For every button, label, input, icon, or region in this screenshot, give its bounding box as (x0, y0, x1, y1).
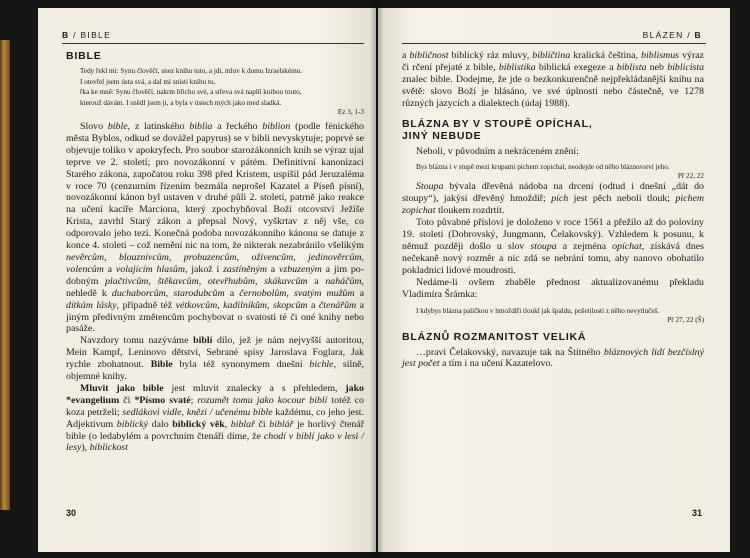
italic-term: pichem zopichat (402, 193, 704, 217)
quote-source: Př 27, 22 (Š) (667, 315, 704, 324)
text-run: a (402, 50, 410, 61)
bold-term: Mluvit jako bible (80, 382, 164, 394)
text-run: výraz či rčení přejaté z bible, (402, 50, 705, 73)
italic-term: biblický (116, 418, 149, 430)
text-run: a řeckého (212, 121, 263, 132)
epigraph (66, 66, 364, 117)
italic-term: nevěrcům, blouznivcům, probuzencům, oživencům, jedinověrcům, volencům (66, 251, 364, 275)
text-run: , z latinského (127, 121, 190, 132)
paragraph (402, 181, 704, 217)
text-run: , získává dnes nečekaně nový rozměr a nic zdá se nebrání tomu, aby nanovo obohatilo pokladnici lidové moudrosti. (402, 240, 704, 276)
italic-term: vzbuzeným (279, 263, 322, 275)
entry-heading-blazna (402, 118, 704, 142)
page-number-right: 31 (691, 508, 702, 518)
text-run: a tím i na učení Kazatelovo. (439, 358, 553, 370)
text-run: a (224, 287, 240, 299)
entry-heading-blaznu: BLÁZNŮ ROZMANITOST VELIKÁ (402, 330, 587, 343)
italic-term: stoupa (530, 240, 557, 252)
epigraph-line: řka ke mně: Synu člověčí, nakrm břicho své, a střeva svá naplň knihou touto, (80, 88, 302, 96)
text-run: , jakož i (185, 263, 224, 275)
right-page (378, 8, 730, 552)
italic-term: čtenářům (318, 299, 357, 311)
quote: I kdybys blázna paličkou v hmoždíři tloukl jak špaldu, pošetilosti z něho nevytlučeš. (416, 306, 660, 315)
bold-term: *Písmo svaté (134, 394, 191, 406)
quote-source: Př 22, 22 (677, 172, 704, 181)
left-column (66, 50, 364, 454)
text-run: , případně též (116, 299, 176, 311)
text-run: a (266, 263, 280, 275)
text-run: Toto půvabné přísloví je doloženo v roce 1561 a přežilo až do poloviny 19. století (Dobrovský, Jungmann, Čelakovský). Vzhledem k posunu, k němuž později došlo u slov (402, 217, 704, 252)
running-head-word: BLÁZEN (642, 30, 684, 40)
italic-term: bibličnost (409, 50, 449, 61)
italic-term: biblismus (641, 50, 679, 61)
right-running-head (643, 30, 702, 40)
text-run: dalo (148, 418, 173, 430)
bold-term: biblí (193, 335, 213, 347)
text-run: a jiným předivným změtencům pochybovat o svatosti té či oné knihy nebo pasáže. (66, 299, 364, 335)
italic-term: duchaborcům, starodubcům (111, 287, 225, 299)
entry-heading-bible: BIBLE (66, 50, 102, 62)
paragraph (402, 347, 704, 371)
italic-term: Stoupa (416, 181, 444, 193)
text-run: , silně, objemné knihy. (66, 359, 364, 383)
italic-term: biblista (616, 61, 647, 73)
text-run: totéž co koza petrželi; (66, 394, 364, 418)
italic-term: sedlákovi vidle, knězi / učenému bible (122, 406, 273, 418)
bold-term: jako *evangelium (66, 382, 364, 406)
running-head-letter: B (694, 30, 702, 40)
paragraph (66, 335, 364, 383)
italic-term: volajícím hlasům (115, 263, 185, 275)
italic-term: bible (107, 121, 128, 132)
text-run: (podle fénického města Byblos, odkud se dovážel papyrus) se v bibli nevyskytuje; poprvé se objevuje toliko v apokryfech. Pro soubor starozákonních knih se výraz ujal teprve ve 2. století; pro novozákonní v pátém. Definitivní kanonizaci Starého zákona, započatou roku 398 před Kristem, uspíšil pád Jeruzaléma v roce 70 (cenzurním řízením bezmála neprošel Kazatel a Píseň písní), novozákonní kánon byl ustaven v druhé půli 2. století, patrně jako reakce na učení kacíře Marciona, který zpochybňoval Boží otcovství Ježíše Krista, zavrhl Starý zákon a přepsal Nový, vyškrtav z něj vše, co odporovalo jeho tezi. Konečná podoba novozákonního kánonu se datuje z konce 4. století – což nemění nic na tom, že nikterak nezabránilo všelikým (66, 121, 364, 252)
epigraph-line: I otevřel jsem ústa svá, a dal mi snísti knihu tu, (80, 77, 216, 86)
page-number-left: 30 (66, 508, 77, 518)
text-run: kralická čeština, (570, 50, 642, 61)
text-run: tloukem rozdrtit. (435, 205, 505, 217)
text-run: a (354, 287, 365, 299)
italic-term: biblicista (667, 61, 705, 73)
text-run: a (307, 299, 319, 311)
epigraph-line: kterouž dávám. I snědl jsem ji, a byla v ústech mých jako med sladká. (80, 98, 282, 107)
text-run: každému, co jeho jest. Adjektivum (66, 406, 365, 430)
heading-line: JINÝ NEBUDE (402, 129, 482, 142)
book-spine (370, 0, 384, 558)
running-head-word: BIBLE (80, 30, 112, 40)
book-edge (0, 40, 10, 510)
text-run: a zejména (556, 240, 613, 252)
italic-term: naháčům (325, 275, 362, 287)
italic-term: černobolům, svatým mužům (239, 287, 355, 299)
text-run: je horlivý čtenář bible (o ledabylém a povrchním čtenáři díme, že (66, 418, 364, 442)
right-head-rule (402, 43, 706, 44)
italic-term: bichle (309, 359, 334, 371)
quote: Bys blázna i v stupě mezi krupami pichem zopichal, neodejde od něho bláznovství jeho. (416, 163, 670, 172)
bold-term: biblický věk (172, 418, 225, 430)
italic-term: biblia (189, 121, 213, 132)
text-run: a (103, 263, 116, 275)
text-run: znalec bible. Dodejme, že jde o bezkonkurenčně nejpřekládanější knihu na světě: slovo Boží je hlásáno, ve své úplnosti nebo částečně, ve 1278 různých jazycích a dialektech (údaj 1988). (402, 73, 704, 109)
paragraph: Neboli, v původním a nekráceném znění: (416, 145, 579, 157)
italic-term: biblíčtina (532, 50, 571, 61)
epigraph-line: Tedy řekl mi: Synu člověčí, snez knihu tuto, a jdi, mluv k domu Izraelskému. (80, 67, 303, 75)
text-run: a (307, 275, 326, 287)
bold-term: Bible (150, 359, 173, 371)
running-head-sep: / (69, 30, 81, 40)
italic-term: biblistika (498, 61, 536, 73)
text-run: neb (646, 61, 668, 73)
text-run: byla též synonymem dnešní (172, 359, 310, 371)
text-run: a jim podobným (66, 263, 364, 287)
left-page (38, 8, 376, 552)
italic-term: zastíněným (223, 263, 267, 275)
right-column (402, 50, 704, 370)
italic-term: bláznových lidí bezčíslný jest počet (402, 346, 704, 370)
paragraph (66, 383, 364, 454)
italic-term: biblickost (89, 442, 128, 454)
italic-term: biblář (269, 418, 294, 430)
italic-term: opíchat (612, 240, 642, 252)
italic-term: plačtivcům, štěkavcům, otevřhubům, skákavcům (105, 275, 308, 287)
text-run: jest pěch neboli tlouk; (568, 193, 676, 205)
italic-term: vétkovcům, kadilníkům, skopcům (175, 299, 308, 311)
running-head-letter: B (62, 30, 70, 40)
paragraph: Nedáme-li ovšem zbaběle přednost aktualizovanému překladu Vladimíra Šrámka: (402, 276, 704, 300)
heading-line: BLÁZNA BY V STOUPĚ OPÍCHAL, (402, 117, 593, 130)
italic-term: dítkám lásky (66, 299, 117, 311)
text-run: biblická exegeze a (535, 61, 617, 73)
text-run: Navzdory tomu nazýváme (80, 335, 194, 347)
text-run: …pravi Čelakovský, navazuje tak na Štítného (416, 346, 604, 358)
italic-term: chodí v biblí jako v lesi / lesy (66, 430, 364, 454)
text-run: či (119, 394, 135, 406)
italic-term: rozumět tomu jako kocour biblí (197, 394, 328, 406)
text-run: bývala dřevěná nádoba na drcení (odtud i dnešní „dát do stoupy“), jakýsi dřevěný hmoždíř; (402, 181, 704, 205)
text-run: ; (190, 394, 198, 406)
text-run: , nehledě k (66, 275, 364, 299)
running-head-sep: / (683, 30, 695, 40)
left-head-rule (62, 43, 364, 44)
text-run: ), (81, 442, 90, 454)
left-running-head (62, 30, 111, 40)
text-run: či (254, 418, 270, 430)
paragraph (66, 121, 364, 335)
epigraph-source: Ez 3, 1-3 (337, 108, 364, 116)
text-run: jest mluvit znalecky a s přehledem, (163, 382, 346, 394)
italic-term: biblař (230, 418, 255, 430)
text-run: biblický ráz mluvy, (448, 50, 533, 61)
text-run: Slovo (80, 121, 108, 132)
italic-term: pích (551, 193, 569, 205)
paragraph (402, 50, 704, 110)
text-run: , (224, 418, 231, 430)
paragraph (402, 217, 704, 277)
text-run: dílo, jež je nám nejvyšší autoritou, Mein Kampf, Leninovo dětství, Sebrané spisy Jaroslava Foglara, Jak rychle zbohatnout. (66, 335, 364, 371)
italic-term: biblion (262, 121, 291, 132)
